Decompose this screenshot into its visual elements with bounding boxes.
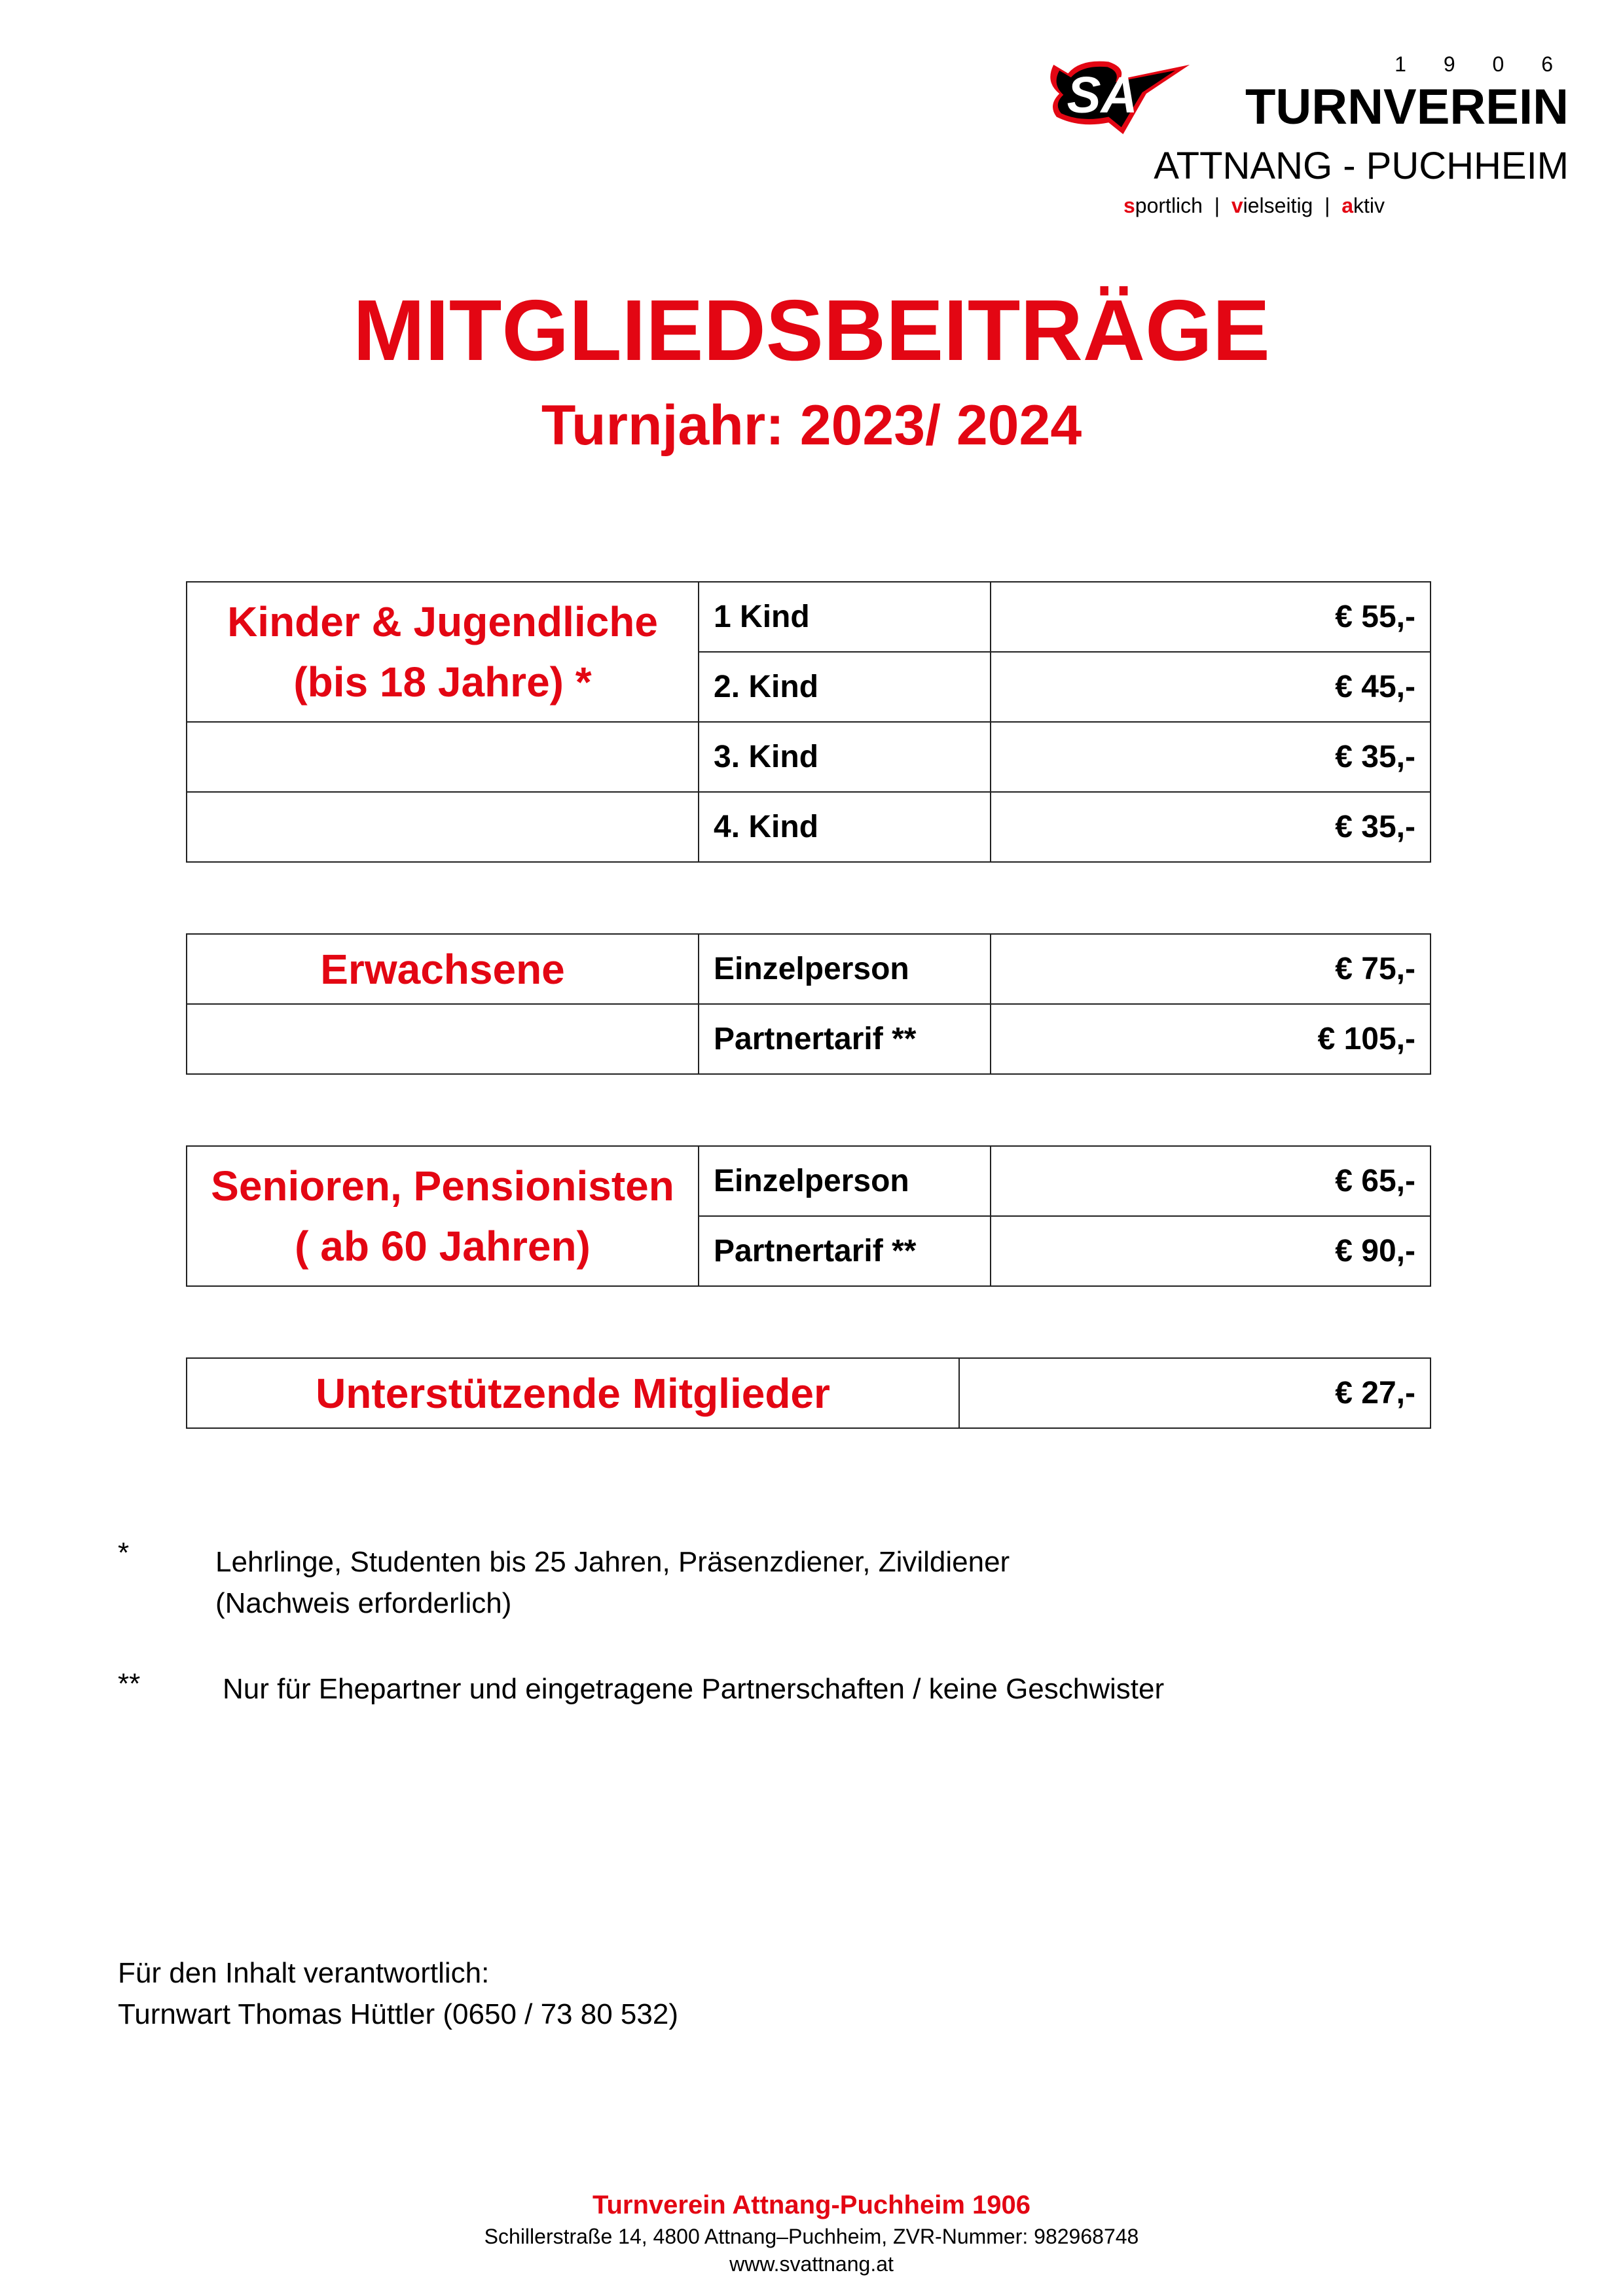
- category-label: Senioren, Pensionisten ( ab 60 Jahren): [187, 1146, 699, 1286]
- table-row: [187, 1146, 1431, 1216]
- item-cell: Einzelperson: [699, 934, 991, 1004]
- price-cell: € 35,-: [991, 792, 1431, 862]
- price-cell: € 105,-: [991, 1004, 1431, 1074]
- page-subtitle: Turnjahr: 2023/ 2024: [541, 394, 1082, 457]
- category-label: Kinder & Jugendliche (bis 18 Jahre) *: [187, 582, 699, 722]
- category-label: Erwachsene: [187, 934, 699, 1004]
- adults-fee-table: [186, 933, 1431, 1075]
- table-row: [187, 792, 1431, 862]
- footnote-mark: **: [118, 1668, 141, 1700]
- kids-fee-table: [186, 581, 1431, 863]
- footnote-text: Lehrlinge, Studenten bis 25 Jahren, Präsenzdiener, Zivildiener (Nachweis erforderlich): [215, 1546, 1010, 1619]
- category-label: Unterstützende Mitglieder: [187, 1358, 959, 1428]
- empty-cell: [187, 722, 699, 792]
- supporting-fee-table: [186, 1357, 1431, 1429]
- item-cell: 2. Kind: [699, 652, 991, 722]
- table-row: [187, 722, 1431, 792]
- svg-text:SA: SA: [1067, 67, 1138, 124]
- empty-cell: [187, 792, 699, 862]
- page-title: MITGLIEDSBEITRÄGE: [353, 282, 1270, 378]
- item-cell: 1 Kind: [699, 582, 991, 652]
- price-cell: € 90,-: [991, 1216, 1431, 1286]
- fee-tables: [186, 581, 1431, 1499]
- price-cell: € 27,-: [959, 1358, 1431, 1428]
- footnote-text: Nur für Ehepartner und eingetragene Partnerschaften / keine Geschwister: [223, 1673, 1165, 1705]
- price-cell: € 75,-: [991, 934, 1431, 1004]
- empty-cell: [187, 1004, 699, 1074]
- item-cell: Partnertarif **: [699, 1004, 991, 1074]
- item-cell: 4. Kind: [699, 792, 991, 862]
- responsible-note: Für den Inhalt verantwortlich: Turnwart Thomas Hüttler (0650 / 73 80 532): [118, 1957, 678, 2030]
- price-cell: € 55,-: [991, 582, 1431, 652]
- sa-emblem-icon: [1045, 52, 1195, 141]
- item-cell: Partnertarif **: [699, 1216, 991, 1286]
- club-logo: [1045, 52, 1569, 229]
- logo-tagline: sportlich | vielseitig | aktiv: [1123, 194, 1385, 217]
- item-cell: Einzelperson: [699, 1146, 991, 1216]
- logo-name: TURNVEREIN: [1245, 79, 1569, 135]
- footer-org: Turnverein Attnang-Puchheim 1906: [592, 2191, 1031, 2219]
- table-row: [187, 1004, 1431, 1074]
- item-cell: 3. Kind: [699, 722, 991, 792]
- footnote-mark: *: [118, 1537, 130, 1569]
- price-cell: € 45,-: [991, 652, 1431, 722]
- price-cell: € 35,-: [991, 722, 1431, 792]
- table-row: [187, 582, 1431, 652]
- logo-year: 1 9 0 6: [1395, 52, 1569, 76]
- footer-website[interactable]: www.svattnang.at: [729, 2252, 894, 2276]
- footer-address: Schillerstraße 14, 4800 Attnang–Puchheim, ZVR-Nummer: 982968748: [484, 2225, 1139, 2248]
- logo-city: ATTNANG - PUCHHEIM: [1154, 145, 1569, 187]
- table-row: [187, 1358, 1431, 1428]
- table-row: [187, 934, 1431, 1004]
- seniors-fee-table: [186, 1145, 1431, 1287]
- price-cell: € 65,-: [991, 1146, 1431, 1216]
